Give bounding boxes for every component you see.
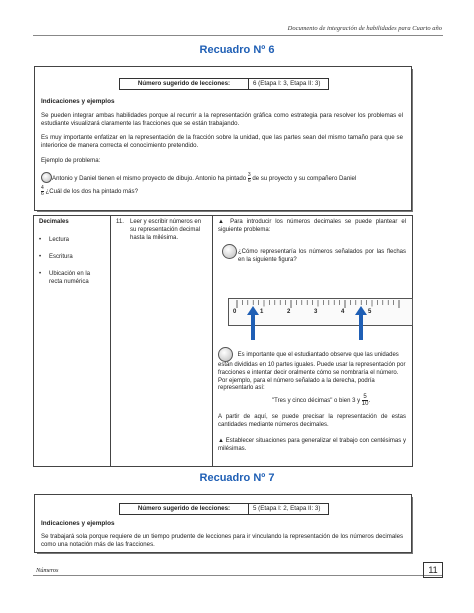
problem-text-b: de su proyecto y su compañero Daniel — [252, 175, 357, 183]
footer-divider — [33, 575, 443, 576]
lessons-label: Número sugerido de lecciones: — [120, 79, 249, 89]
topic-item-3: • Ubicación en la recta numérica — [39, 271, 91, 285]
ruler-label-3: 3 — [314, 309, 318, 315]
arrow-up-icon — [354, 306, 368, 342]
problem-question — [41, 186, 403, 197]
problem-text-c: ¿Cuál de los dos ha pintado más? — [45, 188, 138, 196]
problem-text-a: Antonio y Daniel tienen el mismo proyecto de dibujo. Antonio ha pintado — [52, 175, 247, 183]
section-title-7: Recuadro Nº 7 — [199, 472, 275, 484]
ruler-label-0: 0 — [233, 309, 237, 315]
topic-item-2: • Escritura — [39, 254, 73, 260]
lessons-value: 5 (Etapa I: 2, Etapa II: 3) — [253, 505, 321, 512]
fraction-four-sixths: $\frac{4}{6}$ — [41, 185, 44, 197]
topic-item-1: • Lectura — [39, 237, 70, 243]
students-icon — [218, 347, 233, 362]
generalize-paragraph: ▲ Establecer situaciones para generalizar el trabajo con centésimas y milésimas. — [218, 438, 406, 452]
ruler-question: ¿Cómo representaría los números señalados por las flechas en la siguiente figura? — [238, 249, 406, 263]
footer-section-name: Números — [36, 567, 59, 574]
ruler-label-4: 4 — [341, 309, 345, 315]
page-number: 11 — [423, 562, 443, 578]
recuadro-6-box — [34, 66, 412, 211]
subtitle-indications: Indicaciones y ejemplos — [41, 520, 115, 527]
paragraph-3: Ejemplo de problema: — [41, 157, 101, 164]
problem-statement — [52, 173, 404, 184]
lessons-table-7 — [119, 503, 329, 515]
paragraph-1: Se pueden integrar ambas habilidades porque al recurrir a la representación gráfica como estrategia para resolver los problemas el estudiante visualizará claramente las fracciones que se están trabajando. — [41, 112, 403, 128]
fraction-three-sixths: $\frac{3}{6}$ — [247, 172, 251, 184]
smiley-icon — [41, 172, 52, 183]
subtitle-indications: Indicaciones y ejemplos — [41, 98, 115, 105]
table-divider-2 — [212, 216, 213, 466]
example-quote: "Tres y cinco décimas" o bien 3 y $\frac{5}{10}$. — [272, 394, 371, 407]
running-header: Documento de integración de habilidades para Cuarto año — [287, 25, 442, 32]
conclusion-paragraph: A partir de aquí, se puede precisar la representación de estas cantidades mediante números decimales. — [218, 414, 406, 428]
section-title-6: Recuadro Nº 6 — [199, 44, 275, 56]
arrow-up-icon — [246, 306, 260, 342]
skill-description: Leer y escribir números en su representación decimal hasta la milésima. — [130, 219, 202, 241]
ruler-label-5: 5 — [368, 309, 372, 315]
ruler-label-2: 2 — [287, 309, 291, 315]
ruler-label-1: 1 — [260, 309, 264, 315]
observation-block: Es importante que el estudiantado observe que las unidades están divididas en 10 partes iguales. Puede usar la representación por fracciones e intentar decir oralmente cómo se nombraría el número. Por ejemplo, para el número señalado a la derecha, podría representarlo así: — [218, 347, 406, 393]
skill-number: 11. — [116, 219, 124, 225]
lessons-table-6 — [119, 78, 329, 90]
header-divider — [33, 35, 443, 36]
recuadro-7-box — [34, 494, 412, 553]
table-divider-1 — [110, 216, 111, 466]
lessons-value: 6 (Etapa I: 3, Etapa II: 3) — [253, 80, 321, 87]
intro-paragraph: ▲ Para introducir los números decimales se puede plantear el siguiente problema: — [218, 219, 407, 233]
paragraph-2: Es muy importante enfatizar en la representación de la fracción sobre la unidad, que las partes sean del mismo tamaño para que se interiorice de manera correcta el conocimiento pretendido. — [41, 134, 403, 150]
lessons-label: Número sugerido de lecciones: — [120, 504, 249, 514]
topic-title: Decimales — [39, 219, 69, 225]
fraction-five-tenths: $\frac{5}{10}$ — [361, 394, 369, 407]
paragraph-7-1: Se trabajará sola porque requiere de un tiempo prudente de lecciones para ir vinculando la representación de los números decimales como una notación más de las fracciones. — [41, 533, 403, 549]
thinking-face-icon — [222, 244, 237, 259]
